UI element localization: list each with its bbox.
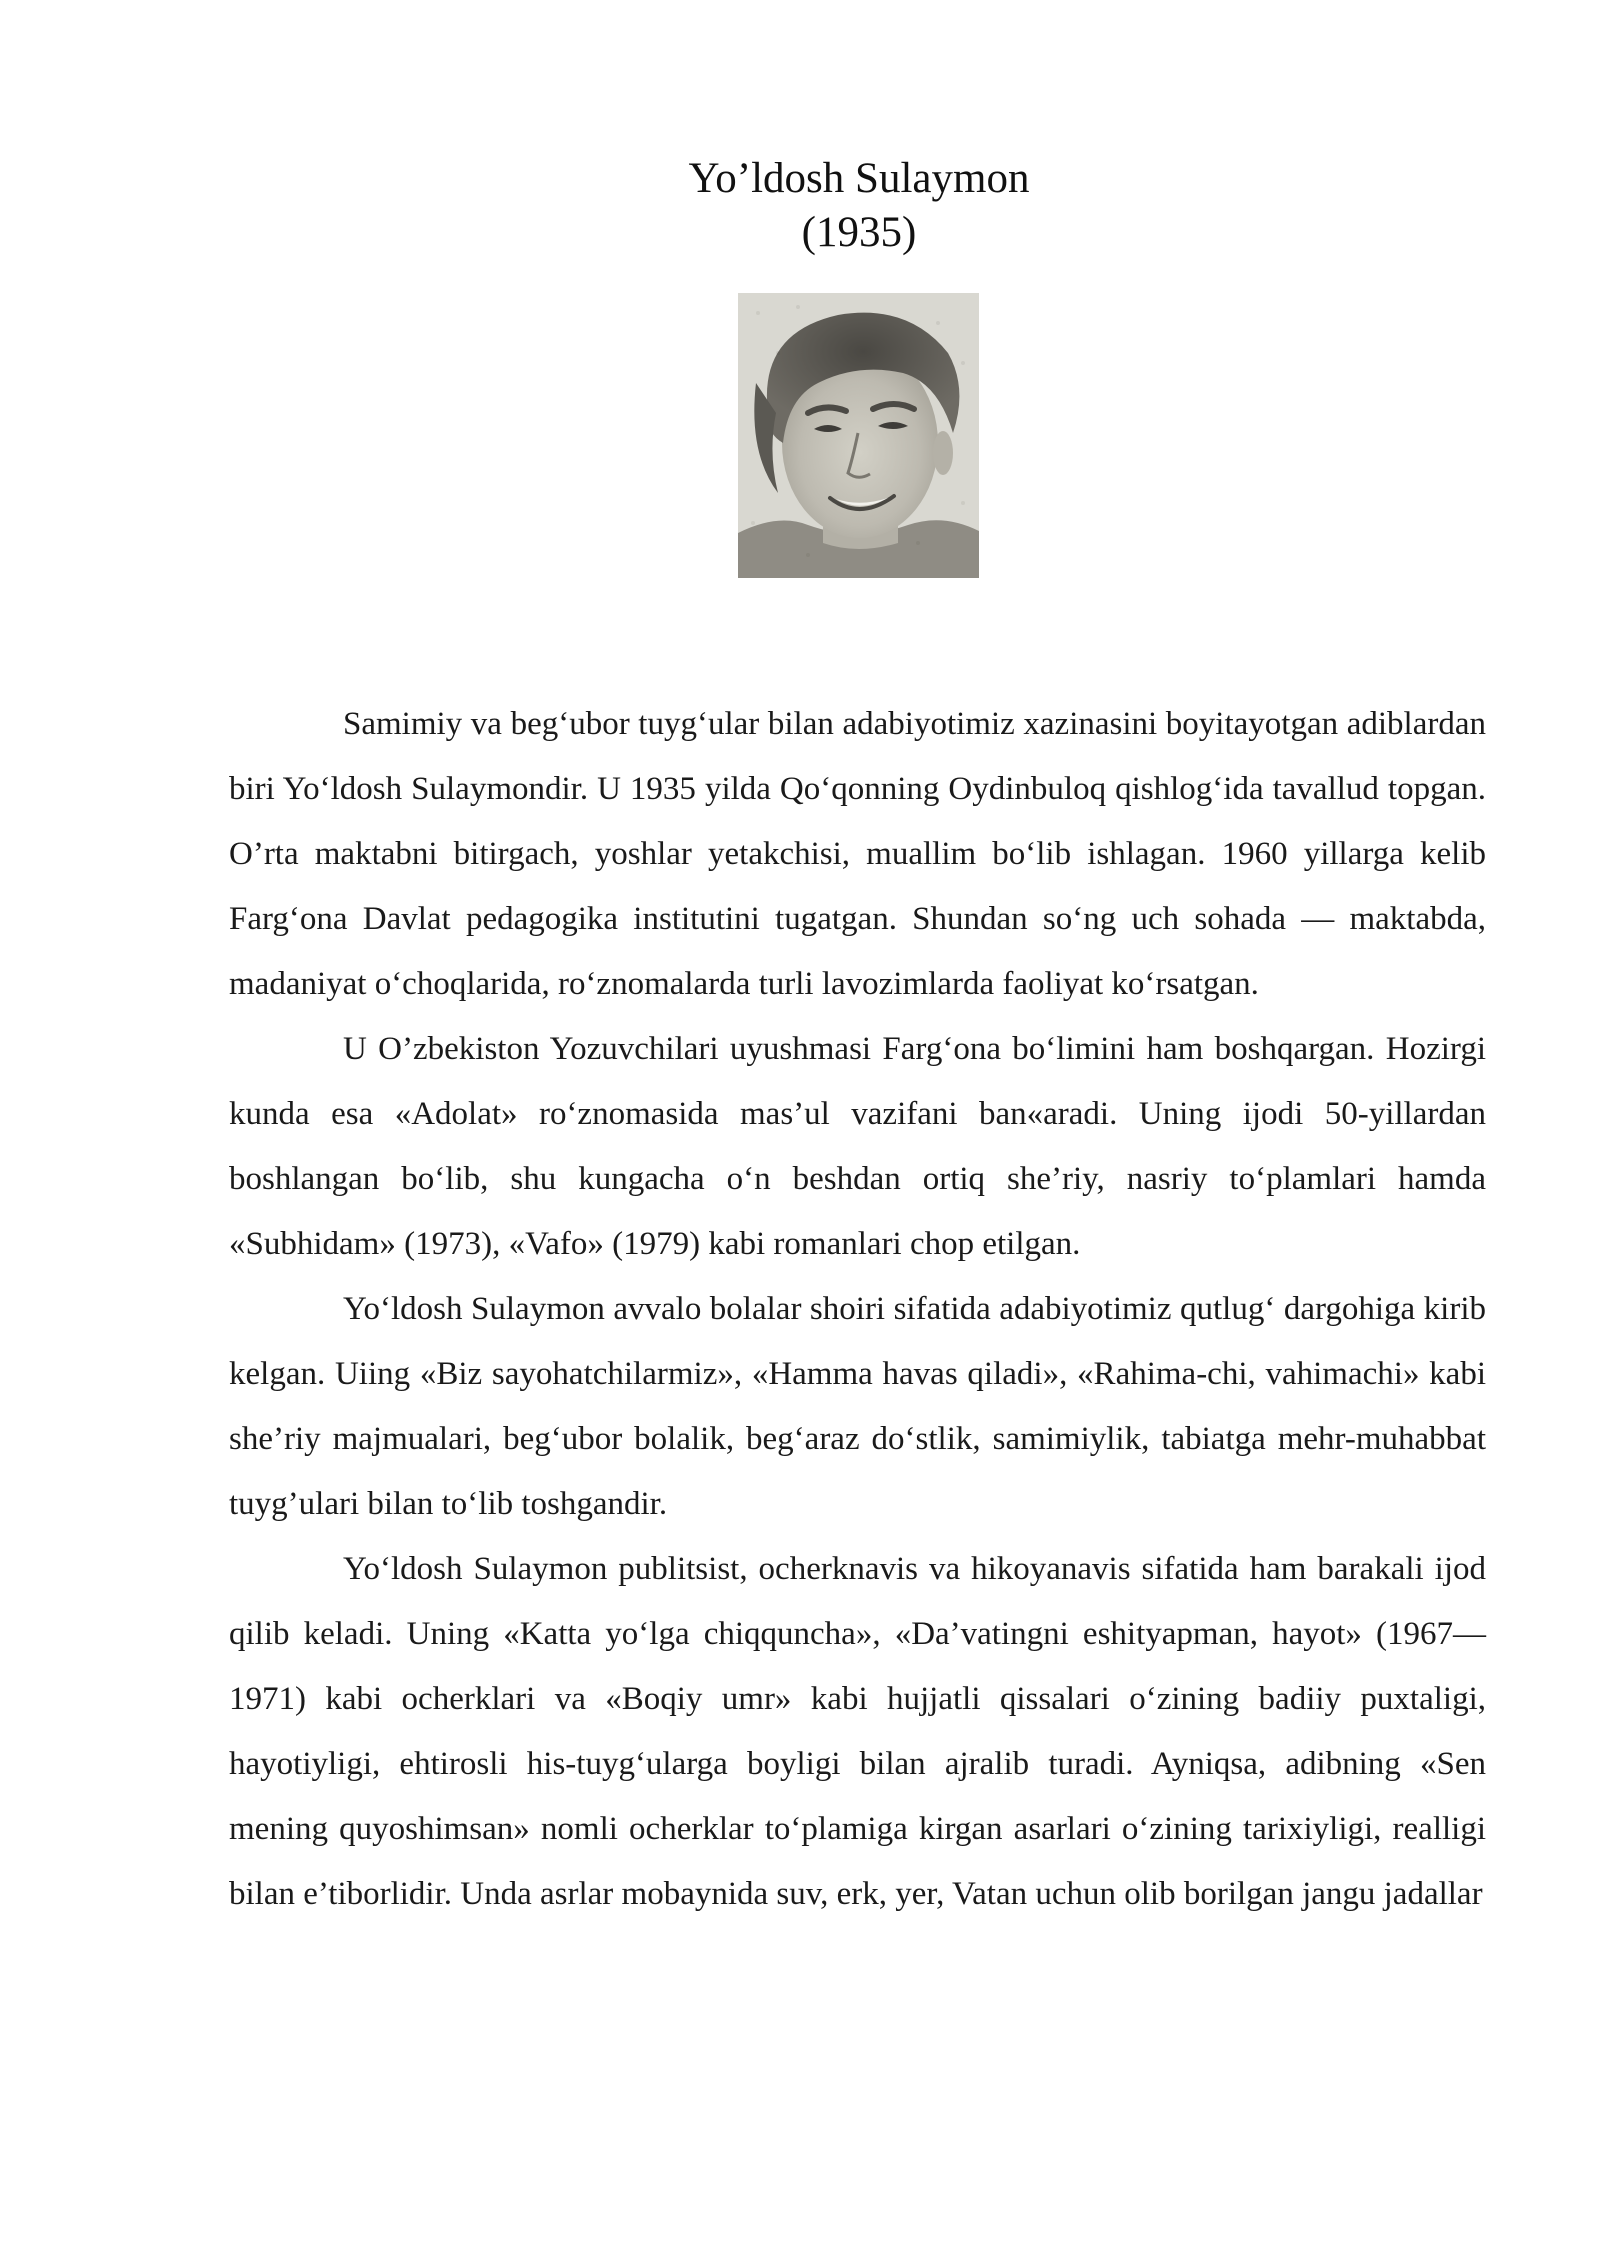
paragraph-1: Samimiy va beg‘ubor tuyg‘ular bilan adabiyotimiz xazinasini boyitayotgan adiblardan biri Yo‘ldosh Sulaymondir. U 1935 yilda Qo‘qonning Oydinbuloq qishlog‘ida tavallud topgan. O’rta maktabni bitirgach, yoshlar yetakchisi, muallim bo‘lib ishlagan. 1960 yillarga kelib Farg‘ona Davlat pedagogika institutini tugatgan. Shundan so‘ng uch sohada — maktabda, madaniyat o‘choqlarida, ro‘znomalarda turli lavozimlarda faoliyat ko‘rsatgan.: [229, 706, 1486, 1002]
page-title: [0, 152, 1600, 260]
paragraph-3: Yo‘ldosh Sulaymon avvalo bolalar shoiri sifatida adabiyotimiz qutlug‘ dargohiga kirib kelgan. Uiing «Biz sayohatchilarmiz», «Hamma havas qiladi», «Rahima-chi, vahimachi» kabi she’riy majmualari, beg‘ubor bolalik, beg‘araz do‘stlik, samimiylik, tabiatga mehr-muhabbat tuyg’ulari bilan to‘lib toshgandir.: [229, 1291, 1486, 1522]
author-name: Yo’ldosh Sulaymon: [688, 155, 1030, 202]
author-portrait: [738, 293, 979, 578]
paragraph-4: Yo‘ldosh Sulaymon publitsist, ocherknavis va hikoyanavis sifatida ham barakali ijod qilib keladi. Uning «Katta yo‘lga chiqquncha», «Da’vatingni eshityapman, hayot» (1967—1971) kabi ocherklari va «Boqiy umr» kabi hujjatli qissalari o‘zining badiiy puxtaligi, hayotiyligi, ehtirosli his-tuyg‘ularga boyligi bilan ajralib turadi. Ayniqsa, adibning «Sen mening quyoshimsan» nomli ocherklar to‘plamiga kirgan asarlari o‘zining tarixiyligi, realligi bilan e’tiborlidir. Unda asrlar mobaynida suv, erk, yer, Vatan uchun olib borilgan jangu jadallar: [229, 1551, 1486, 1912]
article-body: [229, 692, 1486, 1927]
author-years: (1935): [801, 209, 917, 256]
paragraph-2: U O’zbekiston Yozuvchilari uyushmasi Farg‘ona bo‘limini ham boshqargan. Hozirgi kunda esa «Adolat» ro‘znomasida mas’ul vazifani ban«aradi. Uning ijodi 50-yillardan boshlangan bo‘lib, shu kungacha o‘n beshdan ortiq she’riy, nasriy to‘plamlari hamda «Subhidam» (1973), «Vafo» (1979) kabi romanlari chop etilgan.: [229, 1031, 1486, 1262]
